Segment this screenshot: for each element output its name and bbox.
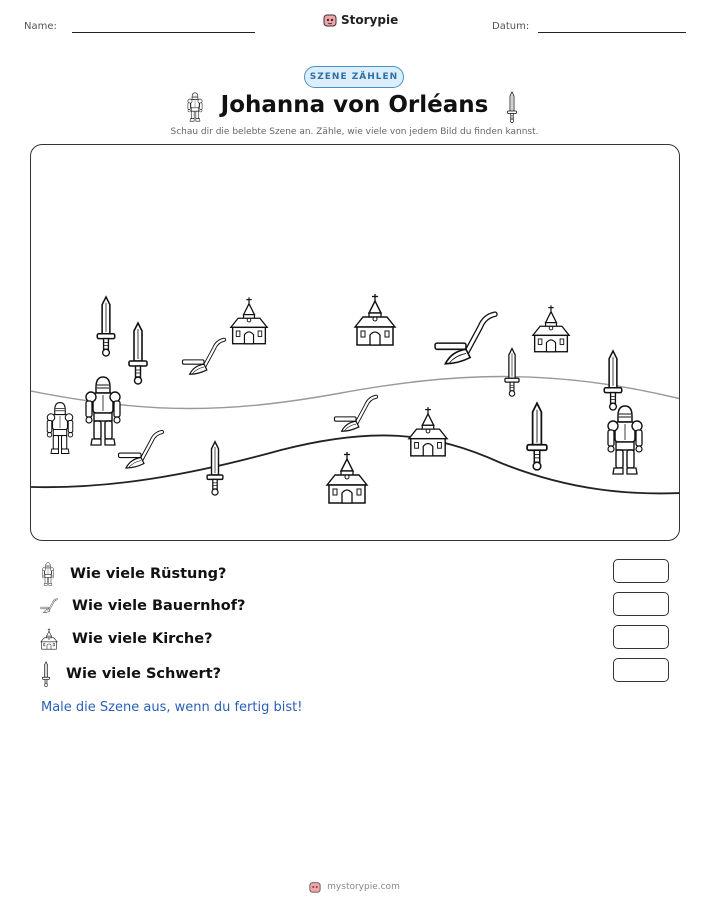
church-icon — [40, 628, 58, 650]
storypie-logo-icon — [323, 13, 337, 27]
question-text: Wie viele Kirche? — [72, 631, 213, 647]
question-church — [40, 628, 212, 650]
footer — [0, 881, 709, 893]
question-text: Wie viele Rüstung? — [70, 566, 227, 582]
scene-church-icon — [327, 452, 367, 503]
scene-armor-icon — [86, 377, 120, 445]
scene-sword-icon — [505, 349, 519, 397]
scene-plow-icon — [435, 314, 495, 364]
question-text: Wie viele Bauernhof? — [72, 598, 246, 614]
date-field[interactable] — [538, 32, 686, 33]
question-sword — [40, 661, 221, 687]
answer-box-church[interactable] — [613, 625, 669, 649]
answer-box-plow[interactable] — [613, 592, 669, 616]
scene-plow-icon — [119, 432, 163, 468]
name-field[interactable] — [72, 32, 255, 33]
answer-box-sword[interactable] — [613, 658, 669, 682]
question-armor — [40, 562, 226, 586]
footer-logo-icon — [309, 881, 321, 893]
storypie-logo — [323, 13, 398, 27]
scene-sword-icon — [527, 403, 547, 470]
instructions: Schau dir die belebte Szene an. Zähle, wie viele von jedem Bild du finden kannst. — [170, 127, 539, 137]
armor-icon — [40, 562, 56, 586]
scene-church-icon — [355, 294, 395, 345]
scene-church-icon — [533, 305, 569, 351]
date-label: Datum: — [492, 21, 530, 32]
plow-icon — [40, 595, 58, 617]
scene-sword-icon — [129, 323, 147, 384]
section-badge: SZENE ZÄHLEN — [304, 66, 404, 88]
scene-church-icon — [409, 407, 447, 456]
title-sword-icon — [506, 91, 518, 123]
scene-sword-icon — [97, 297, 114, 356]
coloring-note: Male die Szene aus, wenn du fertig bist! — [41, 700, 303, 715]
scene-illustration — [31, 145, 680, 541]
scene-sword-icon — [604, 351, 621, 410]
scene-armor-icon — [608, 406, 642, 474]
back-hill-line — [31, 377, 680, 409]
page-title: Johanna von Orléans — [220, 92, 489, 118]
scene-church-icon — [231, 297, 267, 343]
counting-scene — [30, 144, 680, 541]
scene-armor-icon — [47, 403, 73, 454]
scene-plow-icon — [334, 397, 376, 432]
answer-box-armor[interactable] — [613, 559, 669, 583]
name-label: Name: — [24, 21, 57, 32]
question-text: Wie viele Schwert? — [66, 666, 222, 682]
scene-plow-icon — [182, 340, 224, 375]
footer-url: mystorypie.com — [327, 882, 400, 892]
question-plow — [40, 595, 245, 617]
sword-icon — [40, 661, 52, 687]
logo-text: Storypie — [341, 13, 399, 27]
